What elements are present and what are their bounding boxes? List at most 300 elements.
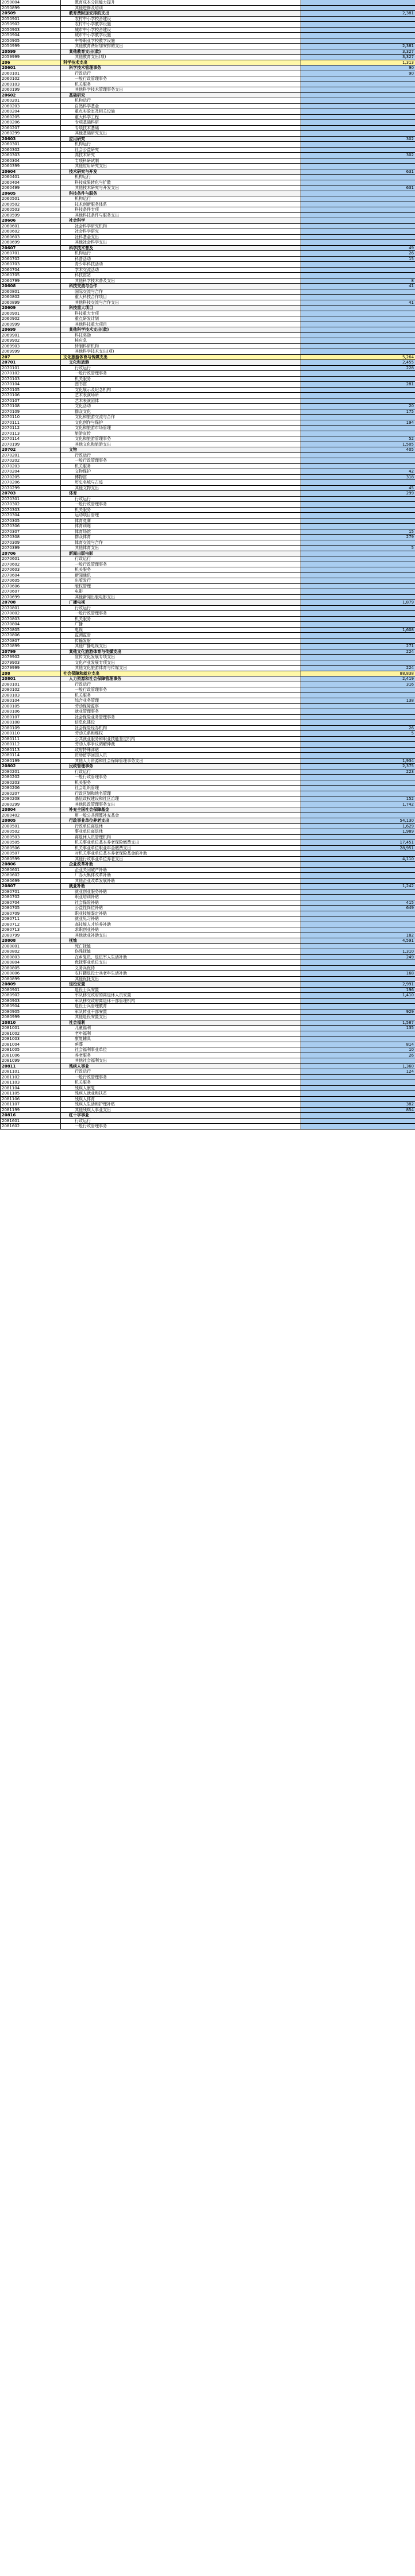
subject-name-cell: 一般行政管理事务 [61,1124,301,1129]
subject-name-cell: 其他社会科学支出 [61,240,301,245]
amount-cell [301,191,415,196]
table-row [1,879,415,884]
table-row [1,573,415,579]
amount-cell: 814 [301,1042,415,1047]
amount-cell: 1,629 [301,824,415,829]
table-row [1,420,415,426]
subject-code-cell: 20804 [1,807,61,813]
subject-name-cell: 社会保险业务管理事务 [61,715,301,720]
subject-code-cell: 2070108 [1,404,61,409]
subject-name-cell: 社会福利事业单位 [61,1047,301,1053]
table-row [1,229,415,235]
table-row [1,1080,415,1086]
subject-code-cell: 2050905 [1,38,61,44]
subject-code-cell: 2081099 [1,1058,61,1063]
subject-name-cell: 就业创业服务补贴 [61,889,301,895]
table-row [1,829,415,835]
table-row [1,316,415,322]
subject-code-cell: 2081105 [1,1091,61,1096]
table-row [1,115,415,121]
amount-cell: 26 [301,726,415,731]
subject-name-cell: 广播电视 [61,600,301,605]
amount-cell: 175 [301,409,415,415]
amount-cell [301,229,415,234]
subject-name-cell: 广播 [61,622,301,627]
subject-code-cell: 2080203 [1,780,61,786]
subject-name-cell: 行政运行 [61,606,301,611]
subject-code-cell: 2070101 [1,366,61,371]
table-row [1,480,415,486]
table-row [1,1075,415,1081]
amount-cell [301,835,415,840]
amount-cell: 41 [301,284,415,289]
subject-name-cell: 宣传文化发展专项支出 [61,655,301,660]
amount-cell: 1,989 [301,829,415,834]
subject-name-cell: 体育竞赛 [61,519,301,524]
amount-cell [301,109,415,114]
subject-code-cell: 207 [1,355,61,360]
amount-cell: 405 [301,447,415,452]
subject-code-cell: 2069903 [1,344,61,349]
subject-name-cell: 出版发行 [61,578,301,583]
amount-cell: 26 [301,251,415,256]
amount-cell [301,508,415,513]
table-row [1,109,415,115]
amount-cell [301,82,415,87]
table-row [1,360,415,366]
subject-name-cell: 教育成本分担能力提升 [61,0,301,5]
table-row [1,295,415,300]
subject-code-cell: 2070307 [1,529,61,535]
table-row [1,802,415,808]
subject-name-cell: 文化旅游体育与传媒支出 [61,355,301,360]
subject-name-cell: 红十字事业 [61,1113,301,1118]
subject-name-cell: 抚恤 [61,938,301,943]
subject-name-cell: 人力资源和社会保障管理事务 [61,676,301,682]
subject-code-cell: 2060801 [1,289,61,295]
subject-name-cell: 其他民政管理事务支出 [61,802,301,807]
table-row [1,1124,415,1130]
subject-code-cell: 2060902 [1,316,61,322]
subject-code-cell: 2080602 [1,873,61,878]
subject-name-cell: 机构运行 [61,142,301,147]
subject-name-cell: 监测监管 [61,633,301,638]
subject-name-cell: 社会福利 [61,1020,301,1026]
table-row [1,933,415,939]
table-row [1,916,415,922]
subject-name-cell: 一般行政管理事务 [61,502,301,507]
subject-code-cell: 2081199 [1,1108,61,1113]
subject-name-cell: 劳动人事争议调解仲裁 [61,742,301,747]
subject-code-cell: 2081106 [1,1097,61,1102]
amount-cell [301,76,415,82]
subject-code-cell: 2070299 [1,486,61,491]
table-row [1,709,415,715]
table-row [1,1053,415,1059]
subject-code-cell: 2070107 [1,399,61,404]
table-row [1,633,415,639]
amount-cell: 4,591 [301,938,415,943]
subject-name-cell: 对机关事业单位基本养老保险基金的补助 [61,851,301,856]
amount-cell [301,927,415,933]
table-row [1,546,415,551]
subject-name-cell: 农村籍退役士兵老年生活补助 [61,971,301,976]
subject-code-cell: 2050899 [1,6,61,11]
subject-name-cell: 其他科学技术支出(项) [61,349,301,354]
subject-code-cell: 2069999 [1,349,61,354]
subject-name-cell: 残疾人生活和护理补贴 [61,1102,301,1107]
table-row [1,693,415,699]
amount-cell [301,311,415,316]
subject-code-cell: 2081001 [1,1026,61,1031]
table-row [1,268,415,273]
table-row [1,671,415,677]
table-row [1,611,415,617]
subject-code-cell: 2081104 [1,1086,61,1091]
subject-name-cell: 劳动关系和维权 [61,731,301,736]
amount-cell [301,93,415,98]
subject-code-cell: 2060207 [1,126,61,131]
subject-name-cell: 文化和旅游 [61,360,301,365]
amount-cell [301,399,415,404]
subject-name-cell: 殡葬 [61,1042,301,1047]
table-row [1,82,415,88]
table-row [1,17,415,22]
subject-name-cell: 艺术表演场所 [61,393,301,398]
subject-code-cell: 20599 [1,49,61,55]
table-row [1,927,415,933]
subject-code-cell: 2070602 [1,562,61,567]
table-row [1,49,415,55]
amount-cell [301,104,415,109]
table-row [1,535,415,540]
table-row [1,202,415,208]
subject-code-cell: 2050902 [1,22,61,27]
table-row [1,737,415,742]
subject-name-cell: 文物保护 [61,469,301,474]
subject-name-cell: 新闻出版电影 [61,551,301,556]
subject-code-cell: 2060102 [1,76,61,82]
subject-code-cell: 2060603 [1,235,61,240]
amount-cell: 2,419 [301,676,415,682]
amount-cell [301,28,415,33]
table-row [1,1108,415,1113]
amount-cell: 45 [301,486,415,491]
table-row [1,938,415,944]
subject-code-cell: 2070803 [1,617,61,622]
subject-code-cell: 2060699 [1,240,61,245]
amount-cell [301,17,415,22]
table-row [1,240,415,246]
subject-name-cell: 其他技术研究与开发支出 [61,185,301,191]
amount-cell [301,1091,415,1096]
amount-cell [301,780,415,786]
amount-cell: 1,410 [301,993,415,998]
subject-code-cell: 2070304 [1,513,61,518]
table-row [1,704,415,710]
subject-code-cell: 2060704 [1,268,61,273]
table-row [1,0,415,6]
subject-name-cell: 重点实验室及相关设施 [61,109,301,114]
table-row [1,1020,415,1026]
subject-code-cell: 2080113 [1,748,61,753]
table-row [1,126,415,131]
table-row [1,519,415,524]
table-row [1,900,415,906]
amount-cell: 20 [301,404,415,409]
table-row [1,524,415,529]
subject-name-cell: 一般行政管理事务 [61,562,301,567]
subject-name-cell: 其他科技条件与服务支出 [61,213,301,218]
table-row [1,1026,415,1031]
amount-cell: 3,327 [301,49,415,55]
amount-cell: 194 [301,420,415,426]
amount-cell [301,497,415,502]
subject-code-cell: 2079902 [1,655,61,660]
subject-name-cell: 资助留学回国人员 [61,753,301,758]
subject-code-cell: 20708 [1,600,61,605]
table-row [1,131,415,137]
subject-name-cell: 行政运行 [61,366,301,371]
subject-name-cell: 农村中小学校舍建设 [61,17,301,22]
subject-code-cell: 2059999 [1,55,61,60]
subject-code-cell: 2080905 [1,1009,61,1015]
subject-name-cell: 社会科学研究机构 [61,224,301,229]
table-row [1,279,415,284]
table-row [1,971,415,977]
table-row [1,578,415,584]
table-row [1,889,415,895]
subject-code-cell: 2070305 [1,519,61,524]
subject-name-cell: 机关事业单位基本养老保险缴费支出 [61,840,301,845]
amount-cell [301,791,415,796]
table-row [1,305,415,311]
amount-cell [301,660,415,666]
subject-name-cell: 科技奖励 [61,333,301,338]
subject-code-cell: 2081006 [1,1053,61,1058]
subject-name-cell: 版权管理 [61,584,301,589]
subject-code-cell: 2080803 [1,955,61,960]
table-row [1,682,415,688]
table-row [1,1036,415,1042]
amount-cell: 42 [301,469,415,474]
subject-name-cell: 其他教育支出(款) [61,49,301,55]
amount-cell [301,338,415,343]
subject-name-cell: 行政运行 [61,556,301,562]
table-row [1,988,415,993]
amount-cell [301,1075,415,1080]
subject-name-cell: 退役士兵管理教育 [61,1004,301,1009]
table-row [1,846,415,852]
amount-cell: 1,879 [301,600,415,605]
amount-cell [301,916,415,922]
amount-cell [301,1113,415,1118]
table-row [1,1015,415,1020]
subject-name-cell: 其他企业改革发展补助 [61,879,301,884]
subject-code-cell: 2080904 [1,1004,61,1009]
table-row [1,426,415,431]
subject-name-cell: 行政事业单位养老支出 [61,818,301,823]
subject-code-cell: 2081602 [1,1124,61,1129]
amount-cell: 1,360 [301,1064,415,1069]
table-row [1,780,415,786]
table-row [1,639,415,644]
subject-name-cell: 转制科研机构 [61,344,301,349]
subject-code-cell: 2060799 [1,279,61,284]
subject-name-cell: 行政运行 [61,71,301,76]
amount-cell [301,458,415,463]
amount-cell [301,524,415,529]
subject-name-cell: 行政区划和地名管理 [61,791,301,796]
subject-code-cell: 2070102 [1,371,61,376]
subject-code-cell: 2070699 [1,595,61,600]
table-row [1,158,415,164]
amount-cell [301,322,415,327]
amount-cell: 228 [301,366,415,371]
subject-code-cell: 2070109 [1,409,61,415]
amount-cell [301,262,415,267]
subject-code-cell: 2060599 [1,213,61,218]
amount-cell [301,922,415,927]
subject-code-cell: 20509 [1,11,61,16]
subject-code-cell: 2080802 [1,949,61,954]
subject-name-cell: 军队转业干部安置 [61,1009,301,1015]
subject-code-cell: 2060401 [1,175,61,180]
table-row [1,218,415,224]
subject-code-cell: 2060103 [1,82,61,87]
subject-code-cell: 2050804 [1,0,61,5]
table-row [1,257,415,262]
table-row [1,884,415,889]
subject-code-cell: 2080103 [1,693,61,698]
subject-name-cell: 技术研究与开发 [61,169,301,175]
amount-cell [301,98,415,103]
subject-code-cell: 2060301 [1,142,61,147]
table-row [1,1047,415,1053]
amount-cell: 5 [301,546,415,551]
subject-name-cell: 科技交流与合作 [61,284,301,289]
table-row [1,11,415,17]
subject-name-cell: 其他文化和旅游支出 [61,442,301,447]
table-row [1,289,415,295]
amount-cell: 1,742 [301,802,415,807]
subject-code-cell: 2080207 [1,791,61,796]
amount-cell [301,235,415,240]
amount-cell [301,567,415,573]
table-row [1,6,415,11]
amount-cell [301,556,415,562]
subject-name-cell: 旅游宣传 [61,431,301,436]
subject-code-cell: 2080106 [1,709,61,714]
subject-code-cell: 2060601 [1,224,61,229]
subject-code-cell: 2060705 [1,273,61,278]
subject-code-cell: 2070103 [1,377,61,382]
amount-cell [301,22,415,27]
subject-code-cell: 2080799 [1,933,61,938]
amount-cell [301,218,415,223]
table-row [1,759,415,764]
table-row [1,60,415,66]
table-row [1,731,415,737]
table-row [1,1102,415,1108]
table-row [1,338,415,344]
subject-name-cell: 自然科学基金 [61,104,301,109]
table-row [1,813,415,819]
subject-name-cell: 其他教育支出(项) [61,55,301,60]
amount-cell: 224 [301,649,415,655]
subject-code-cell: 2060901 [1,311,61,316]
amount-cell [301,611,415,616]
amount-cell: 1,313 [301,60,415,65]
amount-cell [301,966,415,971]
amount-cell [301,1031,415,1036]
subject-name-cell: 传输发射 [61,639,301,644]
amount-cell: 1,608 [301,628,415,633]
subject-name-cell: 其他教育费附加安排的支出 [61,44,301,49]
table-row [1,44,415,49]
table-row [1,655,415,660]
amount-cell: 90 [301,71,415,76]
subject-name-cell: 其他科技重大项目 [61,322,301,327]
amount-cell [301,911,415,916]
subject-code-cell: 2080104 [1,698,61,703]
subject-code-cell: 2070106 [1,393,61,398]
subject-code-cell: 2080109 [1,726,61,731]
subject-code-cell: 2080999 [1,1015,61,1020]
subject-name-cell: 其他文化旅游体育与传媒支出 [61,666,301,671]
subject-name-cell: 机构运行 [61,251,301,256]
amount-cell: 168 [301,971,415,976]
subject-code-cell: 2080699 [1,879,61,884]
subject-name-cell: 机关服务 [61,567,301,573]
amount-cell [301,715,415,720]
table-row [1,949,415,955]
subject-name-cell: 机关服务 [61,1080,301,1085]
subject-code-cell: 2070899 [1,644,61,649]
subject-code-cell: 2060302 [1,148,61,153]
subject-code-cell: 2070303 [1,508,61,513]
subject-code-cell: 2070104 [1,382,61,387]
subject-code-cell: 2060502 [1,202,61,207]
table-row [1,235,415,241]
subject-code-cell: 20809 [1,982,61,987]
subject-code-cell: 2080601 [1,868,61,873]
amount-cell: 279 [301,535,415,540]
amount-cell [301,862,415,867]
amount-cell: 223 [301,769,415,775]
table-row [1,851,415,857]
amount-cell: 224 [301,666,415,671]
subject-name-cell: 一般行政管理事务 [61,1075,301,1080]
subject-code-cell: 20807 [1,884,61,889]
table-row [1,791,415,797]
subject-name-cell: 科技重大专项 [61,311,301,316]
table-row [1,955,415,961]
table-row [1,715,415,721]
subject-code-cell: 2080108 [1,720,61,725]
subject-code-cell: 2079999 [1,666,61,671]
subject-code-cell: 2070603 [1,567,61,573]
subject-name-cell: 应用研究 [61,137,301,142]
subject-code-cell: 2080110 [1,731,61,736]
subject-name-cell: 社会保险经办机构 [61,726,301,731]
subject-name-cell: 社会保险补贴 [61,900,301,906]
subject-name-cell: 优抚事业单位支出 [61,960,301,965]
subject-code-cell: 2050903 [1,28,61,33]
table-row [1,1091,415,1097]
table-row [1,687,415,693]
subject-code-cell: 2081103 [1,1080,61,1085]
